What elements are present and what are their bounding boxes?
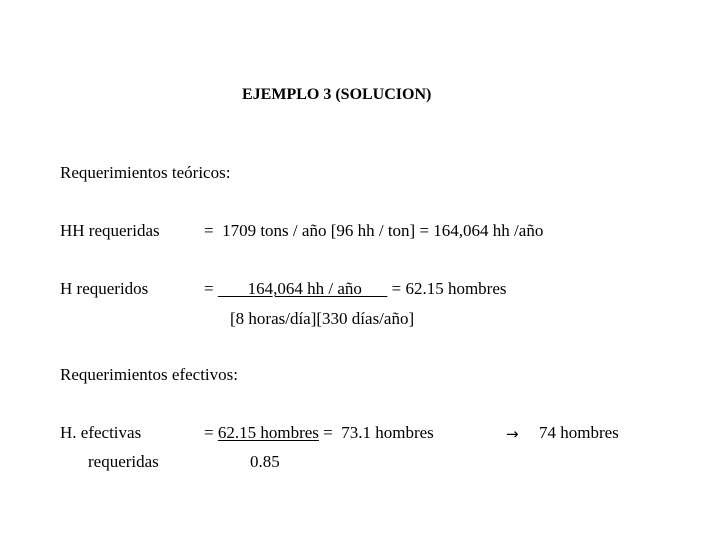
h-required-denominator: [8 horas/día][330 días/año]	[230, 309, 415, 328]
h-effective-numerator: 62.15 hombres	[217, 423, 319, 442]
theoretical-heading: Requerimientos teóricos:	[60, 163, 231, 182]
h-required-result: = 62.15 hombres	[387, 279, 507, 298]
h-effective-formula	[204, 423, 434, 443]
arrow-right-icon: →	[506, 425, 519, 443]
h-required-numerator: 164,064 hh / año	[217, 279, 388, 298]
h-required-label: H requeridos	[60, 279, 149, 298]
page-title: EJEMPLO 3 (SOLUCION)	[242, 86, 432, 103]
hh-required-formula: = 1709 tons / año [96 hh / ton] = 164,064 hh /año	[204, 221, 544, 240]
h-effective-final: 74 hombres	[539, 423, 619, 442]
h-effective-denominator: 0.85	[250, 452, 280, 471]
h-effective-label-line1: H. efectivas	[60, 423, 142, 442]
h-effective-equals: =	[204, 423, 214, 442]
h-required-formula	[204, 279, 507, 299]
h-effective-label-line2: requeridas	[88, 452, 159, 471]
hh-required-label: HH requeridas	[60, 221, 160, 240]
effective-heading: Requerimientos efectivos:	[60, 365, 238, 384]
h-effective-result: = 73.1 hombres	[318, 423, 434, 442]
h-required-equals: =	[204, 279, 214, 298]
